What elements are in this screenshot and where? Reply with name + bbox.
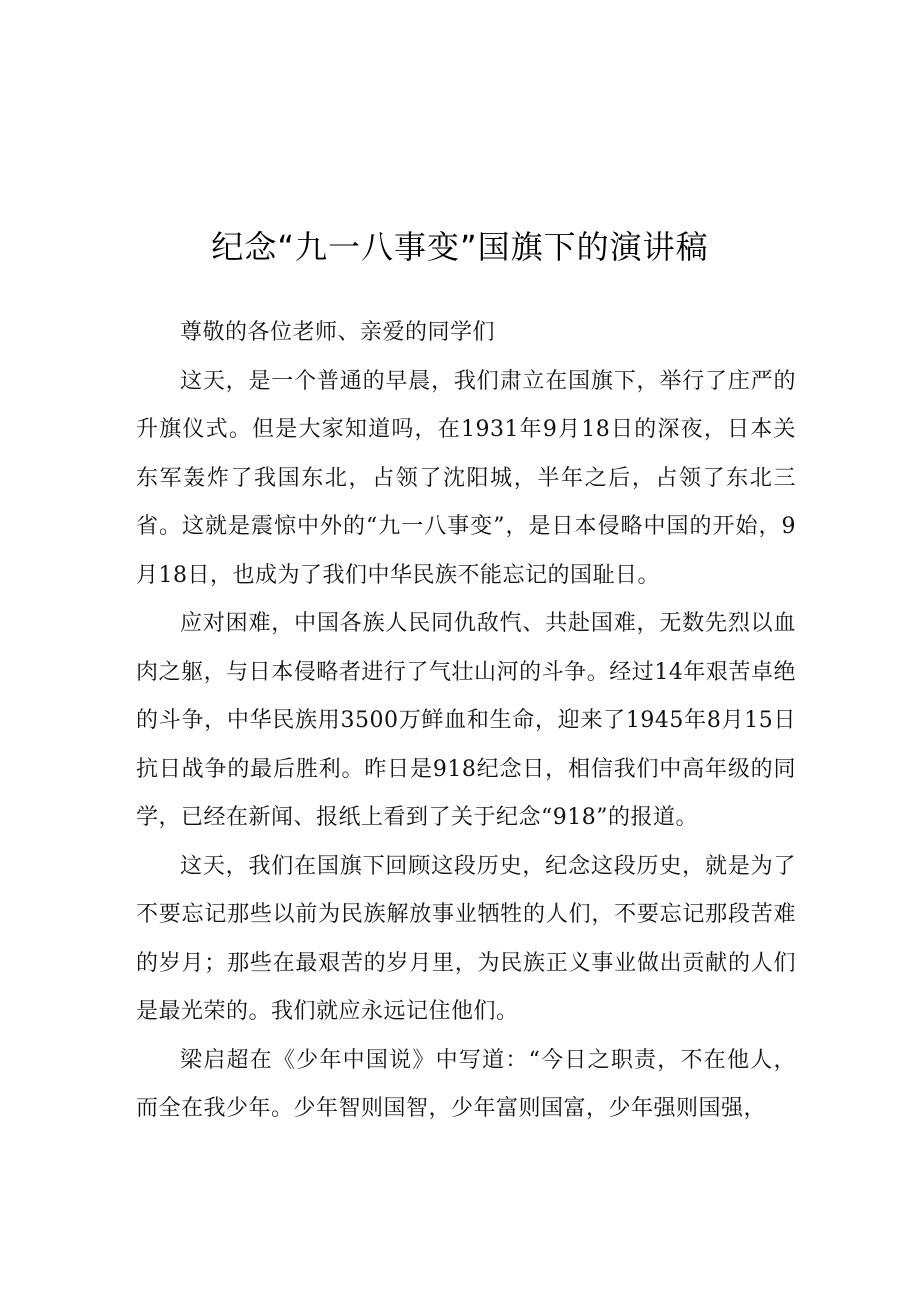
paragraph-1: 这天，是一个普通的早晨，我们肃立在国旗下，举行了庄严的升旗仪式。但是大家知道吗，在1931年9月18日的深夜，日本关东军轰炸了我国东北，占领了沈阳城，半年之后，占领了东北三省。这就是震惊中外的“九一八事变”，是日本侵略中国的开始，9月18日，也成为了我们中华民族不能忘记的国耻日。: [136, 368, 796, 588]
speech-body: [136, 309, 796, 1134]
page-title: 纪念“九一八事变”国旗下的演讲稿: [211, 228, 709, 266]
paragraph-3: 这天，我们在国旗下回顾这段历史，纪念这段历史，就是为了不要忘记那些以前为民族解放事业牺牲的人们，不要忘记那段苦难的岁月；那些在最艰苦的岁月里，为民族正义事业做出贡献的人们是最光荣的。我们就应永远记住他们。: [136, 853, 796, 1024]
salutation: 尊敬的各位老师、亲爱的同学们: [180, 320, 496, 345]
paragraph-2: 应对困难，中国各族人民同仇敌忾、共赴国难，无数先烈以血肉之躯，与日本侵略者进行了气壮山河的斗争。经过14年艰苦卓绝的斗争，中华民族用3500万鲜血和生命，迎来了1945年8月15日抗日战争的最后胜利。昨日是918纪念日，相信我们中高年级的同学，已经在新闻、报纸上看到了关于纪念“918”的报道。: [136, 611, 796, 830]
paragraph-4: 梁启超在《少年中国说》中写道：“今日之职责，不在他人，而全在我少年。少年智则国智，少年富则国富，少年强则国强，: [136, 1047, 796, 1121]
